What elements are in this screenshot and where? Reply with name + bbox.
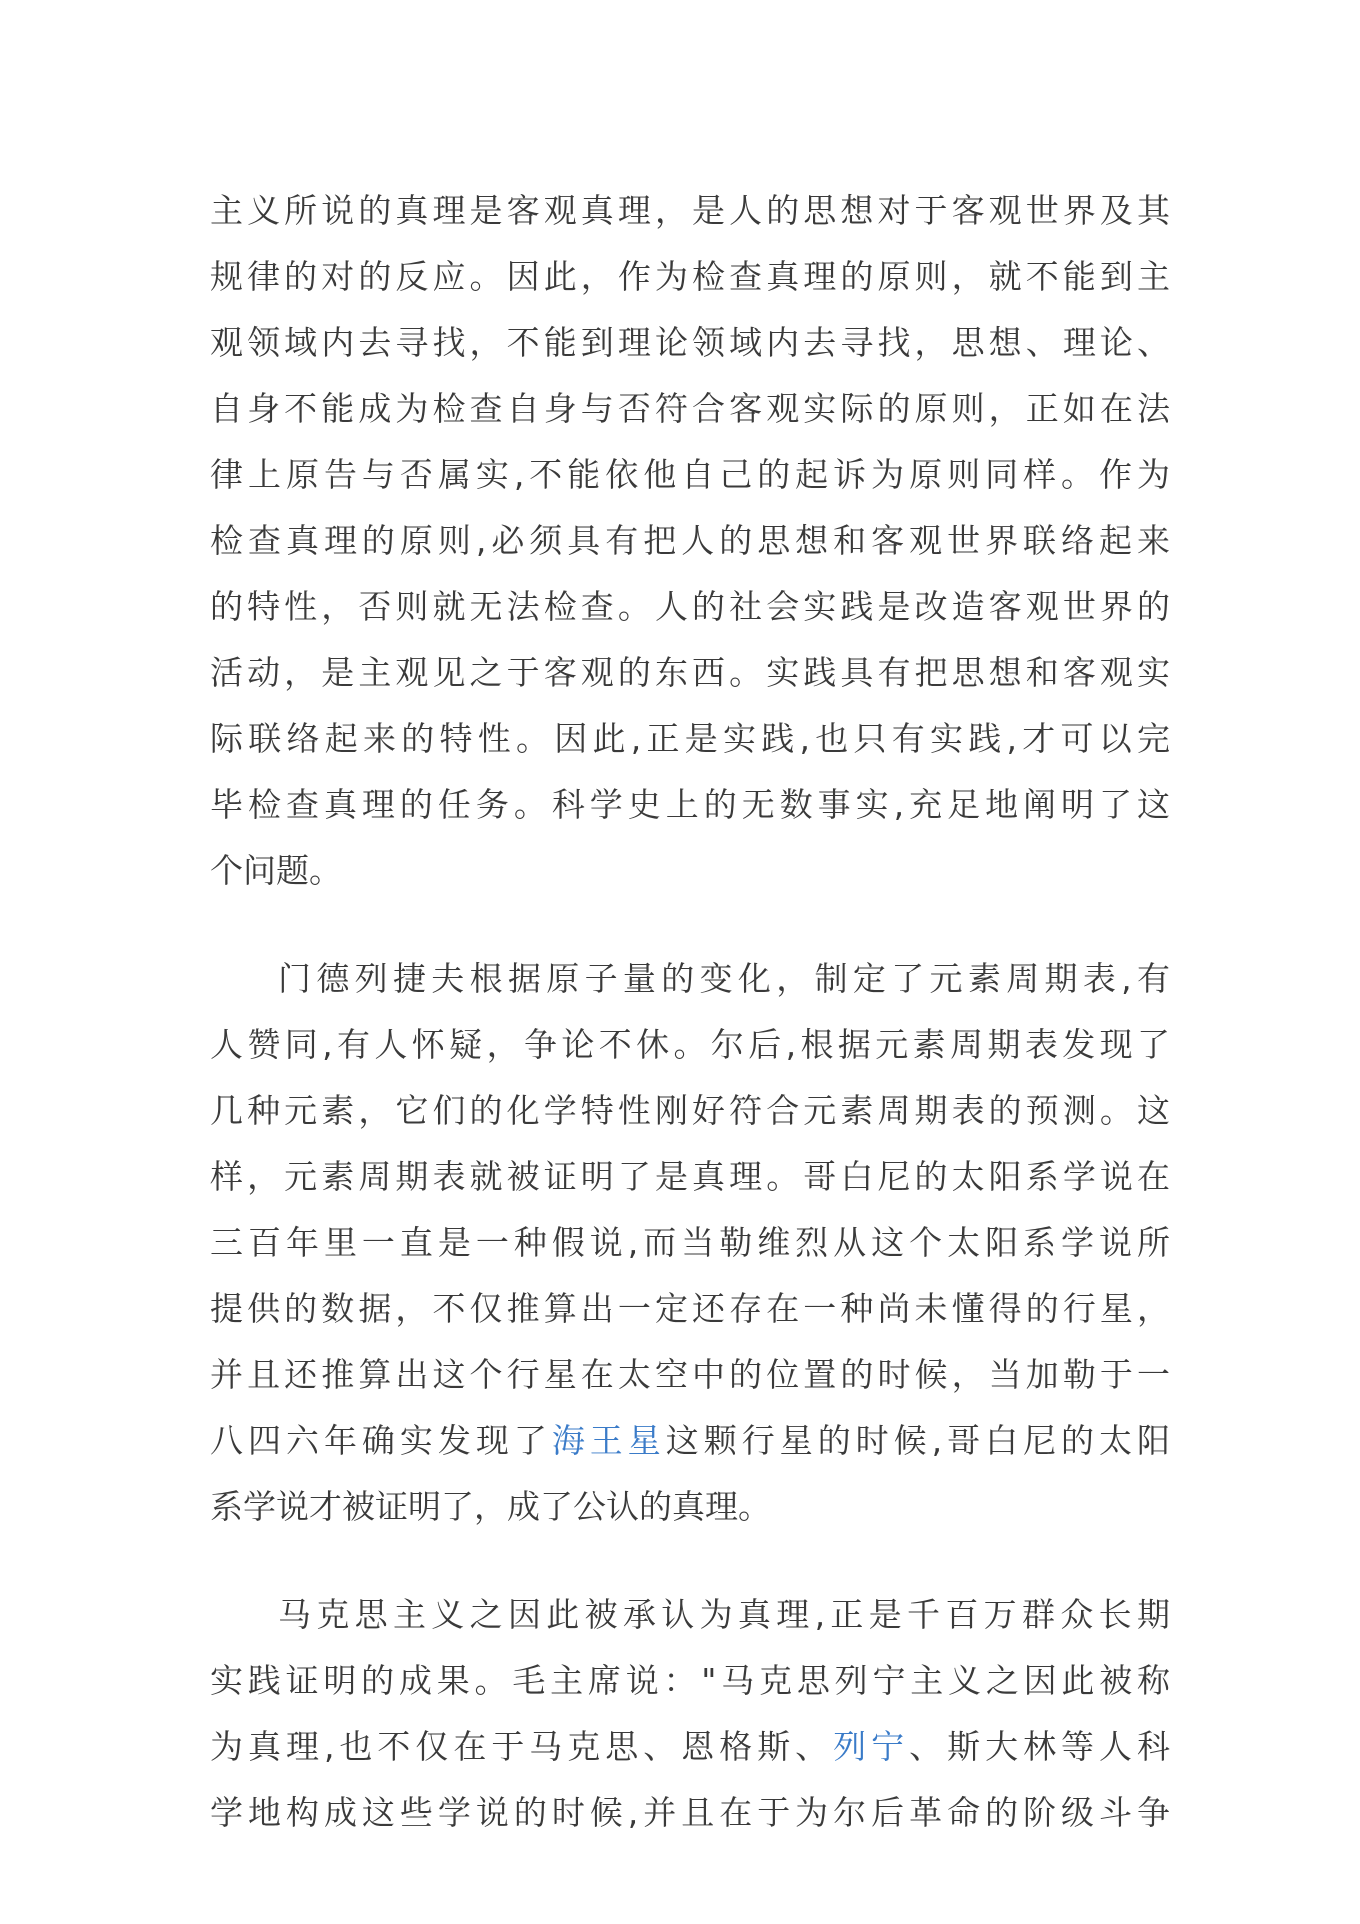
text-line: 规律的对的反应。因此，作为检查真理的原则，就不能到主 [210, 257, 1170, 296]
text-line: 马克思主义之因此被承认为真理,正是千百万群众长期 [278, 1595, 1170, 1634]
text-line: 活动，是主观见之于客观的东西。实践具有把思想和客观实 [210, 653, 1170, 692]
paragraph-gap [210, 1540, 1170, 1582]
text-line: 并且还推算出这个行星在太空中的位置的时候，当加勒于一 [210, 1355, 1170, 1394]
text-line: 主义所说的真理是客观真理，是人的思想对于客观世界及其 [210, 191, 1170, 230]
link-lenin[interactable]: 列宁 [833, 1727, 910, 1766]
text-line: 律上原告与否属实,不能依他自己的起诉为原则同样。作为 [210, 455, 1170, 494]
text-line: 个问题。 [210, 851, 342, 890]
text-line: 样，元素周期表就被证明了是真理。哥白尼的太阳系学说在 [210, 1157, 1170, 1196]
text-line: 的特性，否则就无法检查。人的社会实践是改造客观世界的 [210, 587, 1170, 626]
text-line: 实践证明的成果。毛主席说："马克思列宁主义之因此被称 [210, 1661, 1170, 1700]
text-line: 自身不能成为检查自身与否符合客观实际的原则，正如在法 [210, 389, 1170, 428]
paragraph-gap [210, 904, 1170, 946]
link-neptune[interactable]: 海王星 [551, 1421, 666, 1460]
text-line: 观领域内去寻找，不能到理论领域内去寻找，思想、理论、 [210, 323, 1170, 362]
text-line: 学地构成这些学说的时候,并且在于为尔后革命的阶级斗争 [210, 1793, 1170, 1832]
text-line: 三百年里一直是一种假说,而当勒维烈从这个太阳系学说所 [210, 1223, 1170, 1262]
text-line: 门德列捷夫根据原子量的变化，制定了元素周期表,有 [278, 959, 1170, 998]
text-line: 检查真理的原则,必须具有把人的思想和客观世界联络起来 [210, 521, 1170, 560]
text-line: 为真理,也不仅在于马克思、恩格斯、列宁、斯大林等人科 [210, 1727, 1171, 1766]
text-line: 八四六年确实发现了海王星这颗行星的时候,哥白尼的太阳 [210, 1421, 1171, 1460]
text-line: 系学说才被证明了，成了公认的真理。 [210, 1487, 771, 1526]
text-line: 人赞同,有人怀疑，争论不休。尔后,根据元素周期表发现了 [210, 1025, 1170, 1064]
document-page [210, 178, 1170, 1846]
text-line: 几种元素，它们的化学特性刚好符合元素周期表的预测。这 [210, 1091, 1170, 1130]
text-line: 提供的数据，不仅推算出一定还存在一种尚未懂得的行星， [210, 1289, 1170, 1328]
text-line: 际联络起来的特性。因此,正是实践,也只有实践,才可以完 [210, 719, 1170, 758]
paragraph-2 [210, 946, 1170, 1540]
text-line: 毕检查真理的任务。科学史上的无数事实,充足地阐明了这 [210, 785, 1170, 824]
paragraph-1 [210, 178, 1170, 904]
paragraph-3 [210, 1582, 1170, 1846]
